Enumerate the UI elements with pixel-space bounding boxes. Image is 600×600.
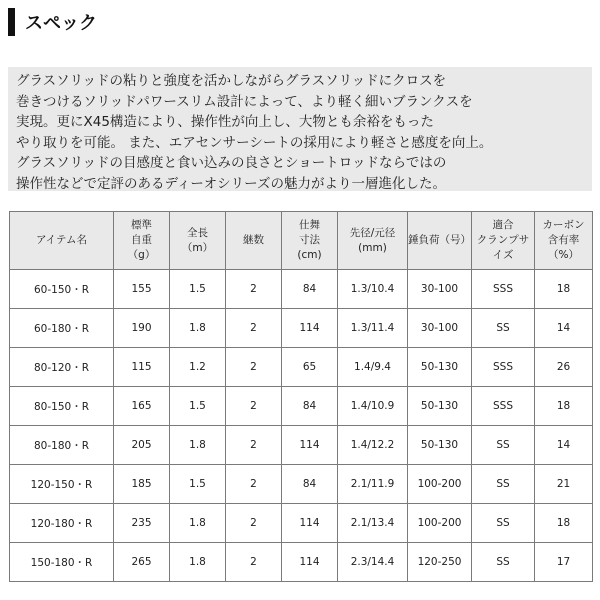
cell-carbon-content: 21 — [535, 465, 593, 504]
cell-carbon-content: 26 — [535, 348, 593, 387]
cell-sinker-load: 30-100 — [408, 270, 472, 309]
header-weight: 標準 自重 （g） — [114, 212, 170, 270]
cell-weight: 190 — [114, 309, 170, 348]
cell-closed-length: 114 — [282, 309, 338, 348]
cell-weight: 165 — [114, 387, 170, 426]
cell-clamp-size: SS — [472, 465, 535, 504]
header-tip-butt-diameter: 先径/元径 (mm) — [338, 212, 408, 270]
cell-weight: 115 — [114, 348, 170, 387]
cell-diameter: 2.1/13.4 — [338, 504, 408, 543]
cell-length: 1.5 — [170, 465, 226, 504]
cell-item-name: 80-180・R — [10, 426, 114, 465]
cell-sinker-load: 50-130 — [408, 387, 472, 426]
header-sinker-load: 錘負荷（号） — [408, 212, 472, 270]
cell-sections: 2 — [226, 348, 282, 387]
cell-item-name: 120-180・R — [10, 504, 114, 543]
cell-diameter: 1.4/12.2 — [338, 426, 408, 465]
cell-diameter: 1.3/11.4 — [338, 309, 408, 348]
cell-item-name: 80-150・R — [10, 387, 114, 426]
table-row — [10, 348, 593, 387]
cell-sections: 2 — [226, 387, 282, 426]
cell-carbon-content: 18 — [535, 504, 593, 543]
cell-sections: 2 — [226, 504, 282, 543]
description-line: 巻きつけるソリッドパワースリム設計によって、より軽く細いブランクスを — [16, 93, 473, 110]
cell-carbon-content: 14 — [535, 426, 593, 465]
cell-closed-length: 114 — [282, 426, 338, 465]
cell-weight: 265 — [114, 543, 170, 582]
cell-item-name: 120-150・R — [10, 465, 114, 504]
cell-item-name: 60-180・R — [10, 309, 114, 348]
cell-sinker-load: 50-130 — [408, 426, 472, 465]
cell-closed-length: 84 — [282, 465, 338, 504]
table-row — [10, 270, 593, 309]
cell-sections: 2 — [226, 426, 282, 465]
title-marker — [8, 8, 15, 36]
cell-carbon-content: 18 — [535, 387, 593, 426]
cell-sections: 2 — [226, 543, 282, 582]
table-body — [10, 270, 593, 582]
cell-item-name: 80-120・R — [10, 348, 114, 387]
cell-sinker-load: 30-100 — [408, 309, 472, 348]
description-line: 実現。更にX45構造により、操作性が向上し、大物とも余裕をもった — [16, 114, 434, 130]
cell-sinker-load: 100-200 — [408, 504, 472, 543]
cell-sinker-load: 120-250 — [408, 543, 472, 582]
cell-length: 1.8 — [170, 309, 226, 348]
cell-clamp-size: SS — [472, 543, 535, 582]
table-header-row — [10, 212, 593, 270]
cell-closed-length: 114 — [282, 504, 338, 543]
header-length: 全長 （m） — [170, 212, 226, 270]
cell-sinker-load: 100-200 — [408, 465, 472, 504]
cell-clamp-size: SS — [472, 504, 535, 543]
cell-sinker-load: 50-130 — [408, 348, 472, 387]
table-row — [10, 426, 593, 465]
cell-weight: 205 — [114, 426, 170, 465]
cell-length: 1.2 — [170, 348, 226, 387]
table-row — [10, 465, 593, 504]
cell-length: 1.8 — [170, 426, 226, 465]
cell-diameter: 1.4/10.9 — [338, 387, 408, 426]
cell-diameter: 2.1/11.9 — [338, 465, 408, 504]
cell-closed-length: 114 — [282, 543, 338, 582]
cell-sections: 2 — [226, 309, 282, 348]
cell-carbon-content: 14 — [535, 309, 593, 348]
cell-length: 1.8 — [170, 543, 226, 582]
cell-item-name: 60-150・R — [10, 270, 114, 309]
cell-carbon-content: 18 — [535, 270, 593, 309]
section-title: スペック — [25, 13, 97, 34]
cell-sections: 2 — [226, 465, 282, 504]
header-carbon-content: カーボン 含有率 （%） — [535, 212, 593, 270]
cell-length: 1.5 — [170, 387, 226, 426]
cell-closed-length: 84 — [282, 270, 338, 309]
header-item-name: アイテム名 — [10, 212, 114, 270]
cell-clamp-size: SSS — [472, 348, 535, 387]
cell-length: 1.8 — [170, 504, 226, 543]
description-box — [8, 67, 592, 191]
cell-clamp-size: SSS — [472, 270, 535, 309]
cell-weight: 235 — [114, 504, 170, 543]
section-header — [8, 8, 97, 36]
header-sections: 継数 — [226, 212, 282, 270]
table-row — [10, 387, 593, 426]
cell-closed-length: 84 — [282, 387, 338, 426]
cell-diameter: 2.3/14.4 — [338, 543, 408, 582]
spec-table — [9, 211, 593, 582]
header-clamp-size: 適合 クランプサ イズ — [472, 212, 535, 270]
header-closed-length: 仕舞 寸法 (cm) — [282, 212, 338, 270]
cell-diameter: 1.4/9.4 — [338, 348, 408, 387]
cell-item-name: 150-180・R — [10, 543, 114, 582]
cell-closed-length: 65 — [282, 348, 338, 387]
cell-length: 1.5 — [170, 270, 226, 309]
cell-clamp-size: SSS — [472, 387, 535, 426]
description-line: グラスソリッドの目感度と食い込みの良さとショートロッドならではの — [16, 155, 447, 171]
table-row — [10, 543, 593, 582]
description-line: 操作性などで定評のあるディーオシリーズの魅力がより一層進化した。 — [16, 175, 446, 192]
table-row — [10, 309, 593, 348]
table-row — [10, 504, 593, 543]
cell-clamp-size: SS — [472, 426, 535, 465]
cell-weight: 185 — [114, 465, 170, 504]
cell-weight: 155 — [114, 270, 170, 309]
cell-sections: 2 — [226, 270, 282, 309]
description-line: やり取りを可能。 また、エアセンサーシートの採用により軽さと感度を向上。 — [16, 134, 493, 151]
cell-clamp-size: SS — [472, 309, 535, 348]
cell-carbon-content: 17 — [535, 543, 593, 582]
cell-diameter: 1.3/10.4 — [338, 270, 408, 309]
description-line: グラスソリッドの粘りと強度を活かしながらグラスソリッドにクロスを — [16, 73, 447, 89]
